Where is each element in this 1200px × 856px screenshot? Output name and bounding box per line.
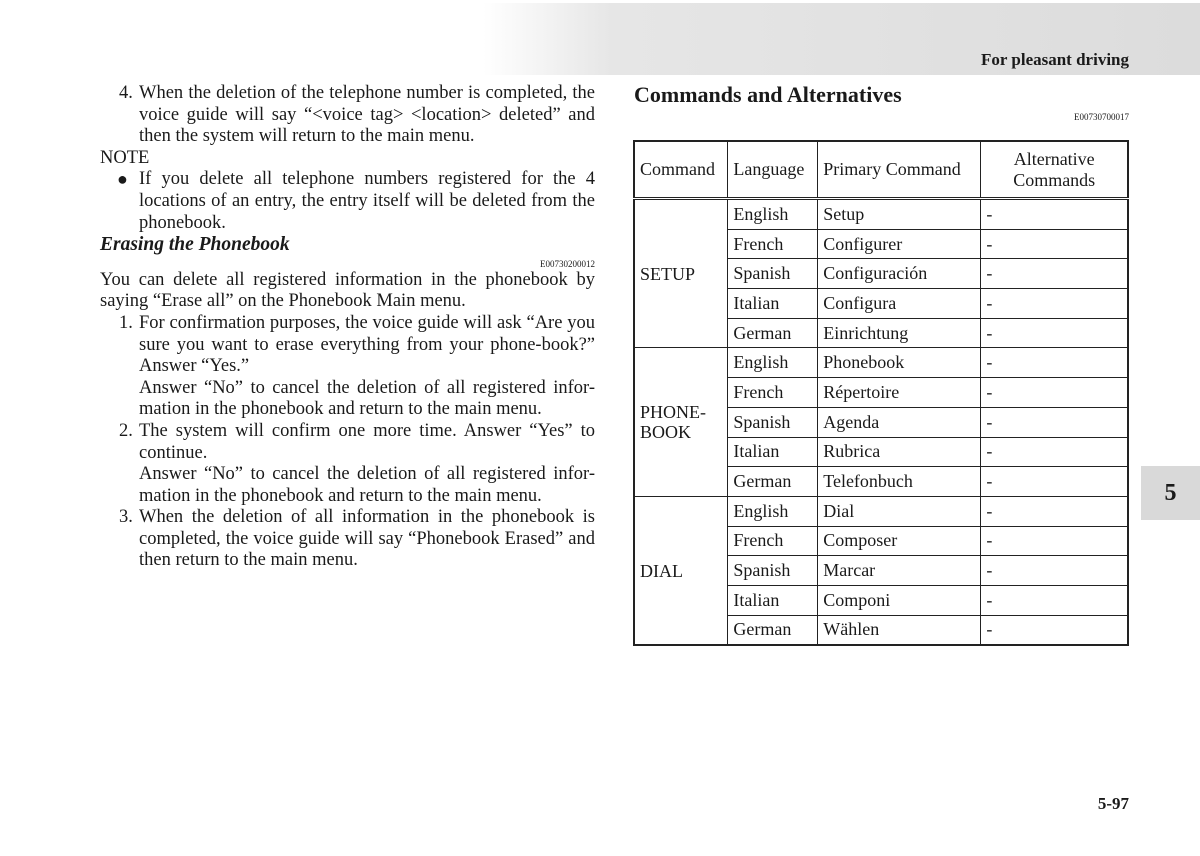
alternative-cell: -: [981, 496, 1128, 526]
language-cell: Italian: [728, 437, 818, 467]
header-language: Language: [728, 141, 818, 199]
alternative-cell: -: [981, 229, 1128, 259]
language-cell: Italian: [728, 585, 818, 615]
language-cell: Spanish: [728, 556, 818, 586]
step-number: 4.: [119, 83, 133, 103]
language-cell: German: [728, 467, 818, 497]
left-column: [100, 83, 595, 572]
language-cell: Italian: [728, 289, 818, 319]
primary-cell: Marcar: [818, 556, 981, 586]
command-cell: DIAL: [634, 496, 728, 645]
primary-cell: Phonebook: [818, 348, 981, 378]
note-bullet: [100, 169, 595, 234]
primary-cell: Dial: [818, 496, 981, 526]
step-text: For confirmation purposes, the voice guide will ask “Are you sure you want to erase everything from your phone-book?” Answer “Yes.”: [139, 312, 595, 377]
alternative-cell: -: [981, 407, 1128, 437]
alternative-cell: -: [981, 556, 1128, 586]
header-alternative: Alternative Commands: [981, 141, 1128, 199]
step-number: 2.: [119, 420, 133, 441]
primary-cell: Componi: [818, 585, 981, 615]
step-text: When the deletion of the telephone number is completed, the voice guide will say “<voice tag> <location> deleted” and then the system will return to the main menu.: [139, 83, 595, 147]
table-row: [634, 199, 1128, 230]
step-2: [100, 421, 595, 464]
step-text: When the deletion of all information in the phonebook is completed, the voice guide will say “Phonebook Erased” and then return to the main menu.: [139, 507, 595, 571]
primary-cell: Wählen: [818, 615, 981, 645]
table-row: [634, 496, 1128, 526]
note-text: If you delete all telephone numbers registered for the 4 locations of an entry, the entry itself will be deleted from the phonebook.: [139, 169, 595, 233]
bullet-icon: ●: [117, 169, 128, 190]
primary-cell: Composer: [818, 526, 981, 556]
primary-cell: Telefonbuch: [818, 467, 981, 497]
note-title: NOTE: [100, 147, 150, 168]
step-sub: Answer “No” to cancel the deletion of all registered infor-mation in the phonebook and return to the main menu.: [139, 464, 595, 506]
commands-code: E00730700017: [1074, 112, 1129, 122]
primary-cell: Configurer: [818, 229, 981, 259]
alternative-cell: -: [981, 467, 1128, 497]
alternative-cell: -: [981, 615, 1128, 645]
language-cell: German: [728, 615, 818, 645]
alternative-cell: -: [981, 348, 1128, 378]
alternative-cell: -: [981, 526, 1128, 556]
page-number: 5-97: [1097, 794, 1129, 813]
language-cell: French: [728, 229, 818, 259]
language-cell: French: [728, 526, 818, 556]
alternative-cell: -: [981, 289, 1128, 319]
primary-cell: Répertoire: [818, 378, 981, 408]
alternative-cell: -: [981, 378, 1128, 408]
section-code: E00730200012: [540, 258, 595, 269]
step-number: 1.: [119, 312, 133, 333]
primary-cell: Setup: [818, 199, 981, 230]
alternative-cell: -: [981, 585, 1128, 615]
language-cell: French: [728, 378, 818, 408]
language-cell: English: [728, 348, 818, 378]
alternative-cell: -: [981, 199, 1128, 230]
commands-title: Commands and Alternatives: [634, 82, 902, 107]
section-intro: You can delete all registered information in the phonebook by saying “Erase all” on the Phonebook Main menu.: [100, 269, 595, 312]
primary-cell: Configuración: [818, 259, 981, 289]
step-3: [100, 507, 595, 572]
section-title: Erasing the Phonebook: [100, 234, 290, 256]
primary-cell: Rubrica: [818, 437, 981, 467]
language-cell: Spanish: [728, 407, 818, 437]
alternative-cell: -: [981, 318, 1128, 348]
command-cell: PHONE- BOOK: [634, 348, 728, 496]
header-primary: Primary Command: [818, 141, 981, 199]
step-1: [100, 313, 595, 378]
language-cell: Spanish: [728, 259, 818, 289]
table-row: [634, 348, 1128, 378]
commands-table: [633, 140, 1129, 646]
primary-cell: Configura: [818, 289, 981, 319]
table-header-row: [634, 141, 1128, 199]
primary-cell: Einrichtung: [818, 318, 981, 348]
step-sub: Answer “No” to cancel the deletion of all registered infor-mation in the phonebook and return to the main menu.: [139, 377, 595, 420]
step-4: [100, 83, 595, 148]
language-cell: English: [728, 199, 818, 230]
command-cell: SETUP: [634, 199, 728, 348]
header-command: Command: [634, 141, 728, 199]
step-text: The system will confirm one more time. Answer “Yes” to continue.: [139, 420, 595, 463]
alternative-cell: -: [981, 437, 1128, 467]
primary-cell: Agenda: [818, 407, 981, 437]
running-head: For pleasant driving: [981, 50, 1129, 69]
step-number: 3.: [119, 507, 133, 528]
language-cell: German: [728, 318, 818, 348]
language-cell: English: [728, 496, 818, 526]
chapter-tab: 5: [1141, 466, 1200, 520]
alternative-cell: -: [981, 259, 1128, 289]
